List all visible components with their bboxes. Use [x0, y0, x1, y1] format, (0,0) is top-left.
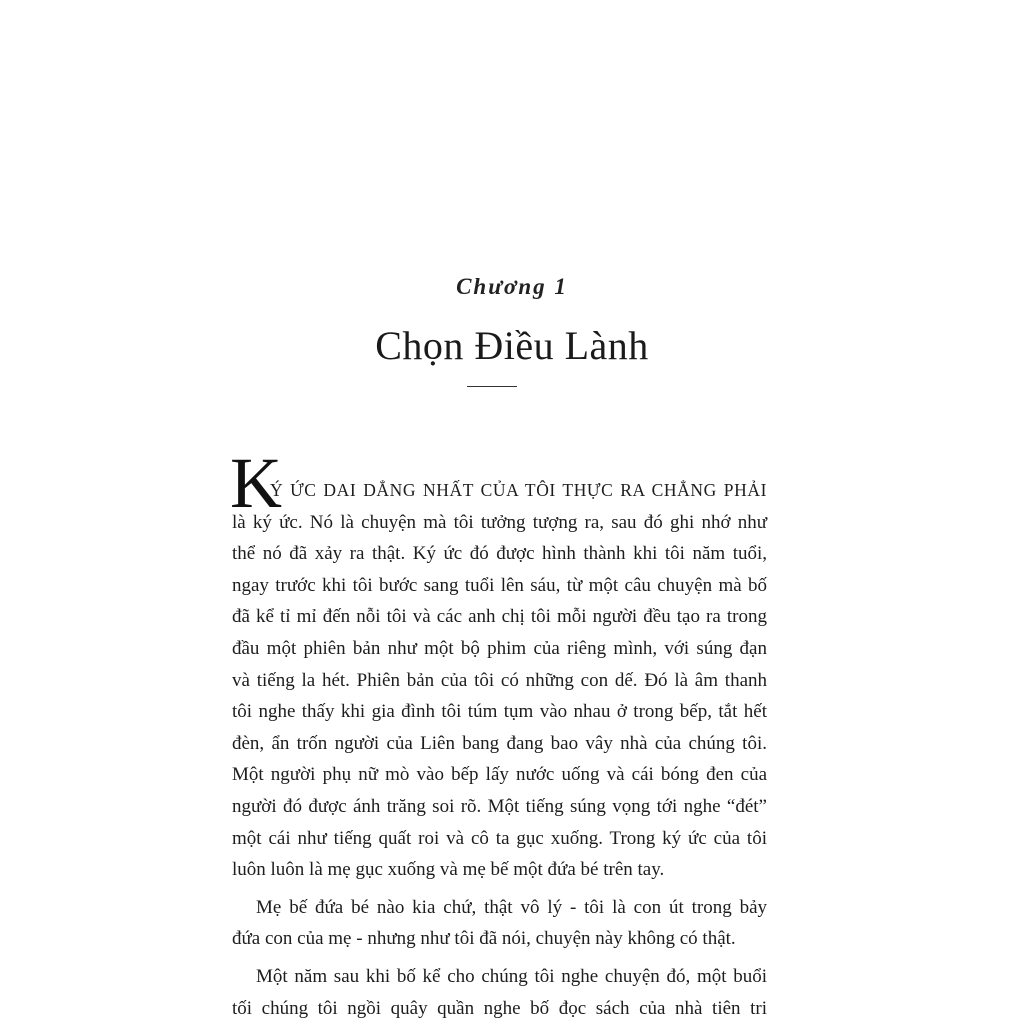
text-line: là ký ức. Nó là chuyện mà tôi tưởng tượng ra, sau đó ghi nhớ như [232, 511, 767, 533]
text-line: đèn, ẩn trốn người của Liên bang đang bao vây nhà của chúng tôi. [232, 732, 767, 754]
title-divider [467, 386, 517, 387]
drop-cap: K [230, 443, 282, 523]
text-line: người đó được ánh trăng soi rõ. Một tiếng súng vọng tới nghe “đét” [232, 795, 767, 817]
paragraph-3 [232, 961, 767, 1024]
text-line: và tiếng la hét. Phiên bản của tôi có những con dế. Đó là âm thanh [232, 669, 767, 691]
first-line-text: Ý ỨC DAI DẲNG NHẤT CỦA TÔI THỰC RA CHẲNG PHẢI [270, 480, 767, 500]
text-line: tối chúng tôi ngồi quây quần nghe bố đọc sách của nhà tiên tri [232, 997, 767, 1019]
text-line: Mẹ bế đứa bé nào kia chứ, thật vô lý - tôi là con út trong bảy [256, 896, 767, 918]
chapter-label: Chương 1 [456, 274, 568, 299]
chapter-title: Chọn Điều Lành [375, 323, 649, 368]
chapter-body [230, 443, 767, 1024]
text-line: một cái như tiếng quất roi và cô ta gục xuống. Trong ký ức của tôi [232, 827, 767, 849]
text-line: đứa con của mẹ - nhưng như tôi đã nói, chuyện này không có thật. [232, 928, 736, 950]
text-line: tôi nghe thấy khi gia đình tôi túm tụm vào nhau ở trong bếp, tắt hết [232, 701, 767, 723]
text-line: luôn luôn là mẹ gục xuống và mẹ bế một đứa bé trên tay. [232, 859, 665, 881]
text-line: thể nó đã xảy ra thật. Ký ức đó được hình thành khi tôi năm tuổi, [232, 543, 767, 565]
paragraph-2 [232, 892, 767, 955]
text-line: đầu một phiên bản như một bộ phim của riêng mình, với súng đạn [232, 637, 767, 659]
text-line: Một người phụ nữ mò vào bếp lấy nước uống và cái bóng đen của [232, 764, 767, 786]
paragraph-1 [230, 443, 767, 886]
text-line: Một năm sau khi bố kể cho chúng tôi nghe chuyện đó, một buổi [256, 965, 767, 987]
text-line: đã kể tỉ mỉ đến nỗi tôi và các anh chị tôi mỗi người đều tạo ra trong [232, 606, 767, 628]
text-line: ngay trước khi tôi bước sang tuổi lên sáu, từ một câu chuyện mà bố [232, 574, 767, 596]
